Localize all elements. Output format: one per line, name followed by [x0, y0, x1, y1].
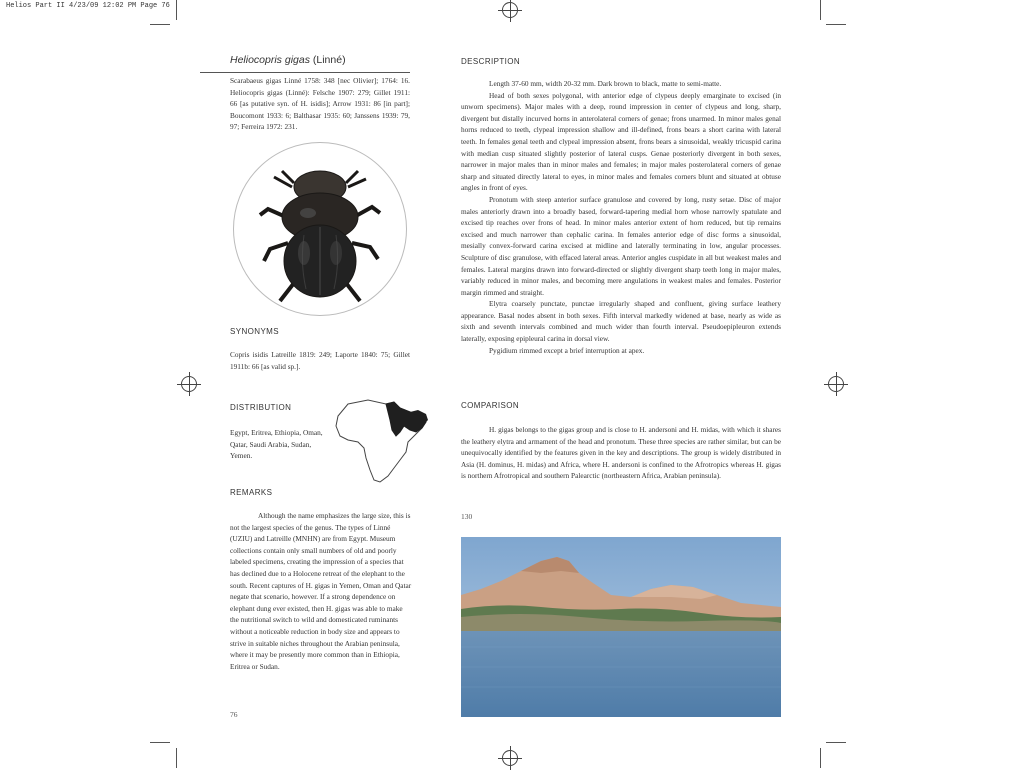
registration-mark-icon: [828, 376, 844, 392]
remarks-heading: REMARKS: [230, 488, 273, 497]
description-text: [461, 78, 781, 356]
crop-mark: [176, 0, 177, 20]
description-paragraph: Pygidium rimmed except a brief interruption at apex.: [489, 345, 645, 355]
species-title: Heliocopris gigas (Linné): [230, 54, 346, 66]
distribution-text: Egypt, Eritrea, Ethiopia, Oman, Qatar, Saudi Arabia, Sudan, Yemen.: [230, 428, 323, 461]
distribution-heading: DISTRIBUTION: [230, 403, 292, 412]
print-slug: Helios Part II 4/23/09 12:02 PM Page 76: [6, 2, 170, 10]
comparison-text: H. gigas belongs to the gigas group and is close to H. andersoni and H. midas, with which it shares the leathery elytra and armament of the head and pronotum. These three species are rather similar, but can be unequivocally identified by the features given in the key and descriptions. The group is widely distributed in Asia (H. dominus, H. midas) and Africa, where H. andersoni is confined to the Afrotropics whereas H. gigas is northern Afrotropical and southern Palearctic (northeastern Africa, Arabian peninsula).: [461, 425, 781, 481]
crop-mark: [820, 748, 821, 768]
crop-mark: [150, 24, 170, 25]
description-paragraph: Length 37-60 mm, width 20-32 mm. Dark brown to black, matte to semi-matte.: [489, 79, 722, 88]
crop-mark: [176, 748, 177, 768]
crop-mark: [820, 0, 821, 20]
remarks-text: Although the name emphasizes the large size, this is not the largest species of the genus. The types of Linné (UZIU) and Latreille (MNHN) are from Egypt. Museum collections contain only small numbers of old and poorly labeled specimens, creating the impression of a species that has declined due to a Holocene retreat of the elephant to the south. Recent captures of H. gigas in Yemen, Oman and Qatar negate that scenario, however. If a strong dependence on elephant dung ever existed, then H. gigas was able to make the nutritional switch to wild and domesticated ruminants without a noticeable reduction in body size and appears to strive in suitable niches throughout the Arabian peninsula, where it may be presently more common than in Ethiopia, Eritrea or Sudan.: [230, 511, 412, 671]
registration-mark-icon: [502, 2, 518, 18]
africa-map-icon: [330, 396, 430, 488]
crop-mark: [826, 742, 846, 743]
description-paragraph: Head of both sexes polygonal, with anterior edge of clypeus deeply emarginate to excised (in unworn specimens). Major males with a deep, round impression in center of clypeus and long, sharp, divergent but distally incurved horns in anterolateral corners of genae; frons unarmed. In minor males genal horns reduced to teeth, clypeal impression shallow and ill-defined, frons bears a short carina with lateral teeth. In females genal teeth and clypeal impression absent, frons bears a sinusoidal, weakly tricuspid carina with median cusp situated slightly posterior of lateral cusps. Genae posteriorly divergent in both sexes, narrower in major males than in minor males and females; in major males posterolateral corners of genae sharp and situated directly lateral to eyes, in minor males and females corners blunt and situated at obtuse angles in front of eyes.: [461, 90, 781, 193]
description-paragraph: Elytra coarsely punctate, punctae irregularly shaped and confluent, giving surface leathery appearance. Basal nodes absent in both sexes. Fifth interval markedly widened at base, nearly as wide as sixth and seventh intervals combined and much wider than fourth interval. Pseudoepipleuron extends laterally, exposing epipleural carina in dorsal view.: [461, 299, 781, 344]
description-paragraph: Pronotum with steep anterior surface granulose and covered by long, rusty setae. Disc of major males anteriorly drawn into a broadly based, forward-tapering medial horn whose narrowly spatulate and excised tip reaches over frons of head. In minor males anterior extent of horn reduced, but tip remains excised and much narrower than cephalic carina. In females anterior edge of disc forms a sinusoidal, mesially convex-forward carina excised at midline and laterally terminating in low, angular processes. Sculpture of disc granulose, with effaced lateral areas. Anterior angles cuspidate in all but weakest males and females. Lateral margins drawn into forward-directed or slightly divergent sharp teeth long in major males, variably reduced in minor males, and becoming mere angulations in weakest males and females. Posterior margin rimmed and straight.: [461, 194, 781, 297]
synonyms-text: Copris isidis Latreille 1819: 249; Laporte 1840: 75; Gillet 1911b: 66 [as valid sp.].: [230, 350, 410, 371]
comparison-heading: COMPARISON: [461, 401, 520, 410]
registration-mark-icon: [181, 376, 197, 392]
synonyms-heading: SYNONYMS: [230, 327, 279, 336]
landscape-photo: [461, 537, 781, 717]
beetle-frame: [233, 142, 407, 316]
crop-mark: [826, 24, 846, 25]
page-number-left: 76: [230, 710, 238, 719]
beetle-photo: [234, 143, 406, 315]
registration-mark-icon: [502, 750, 518, 766]
crop-mark: [150, 742, 170, 743]
title-rule: [200, 72, 410, 73]
page-number-right: 130: [461, 512, 473, 521]
description-heading: DESCRIPTION: [461, 57, 521, 66]
citation-text: Scarabaeus gigas Linné 1758: 348 [nec Olivier]; 1764: 16. Heliocopris gigas (Linné): Felsche 1907: 279; Gillet 1911: 66 [as putative syn. of H. isidis]; Arrow 1931: 86 [in part]; Boucomont 1933: 6; Balthasar 1935: 60; Janssens 1939: 79, 97; Ferreira 1972: 231.: [230, 76, 410, 132]
